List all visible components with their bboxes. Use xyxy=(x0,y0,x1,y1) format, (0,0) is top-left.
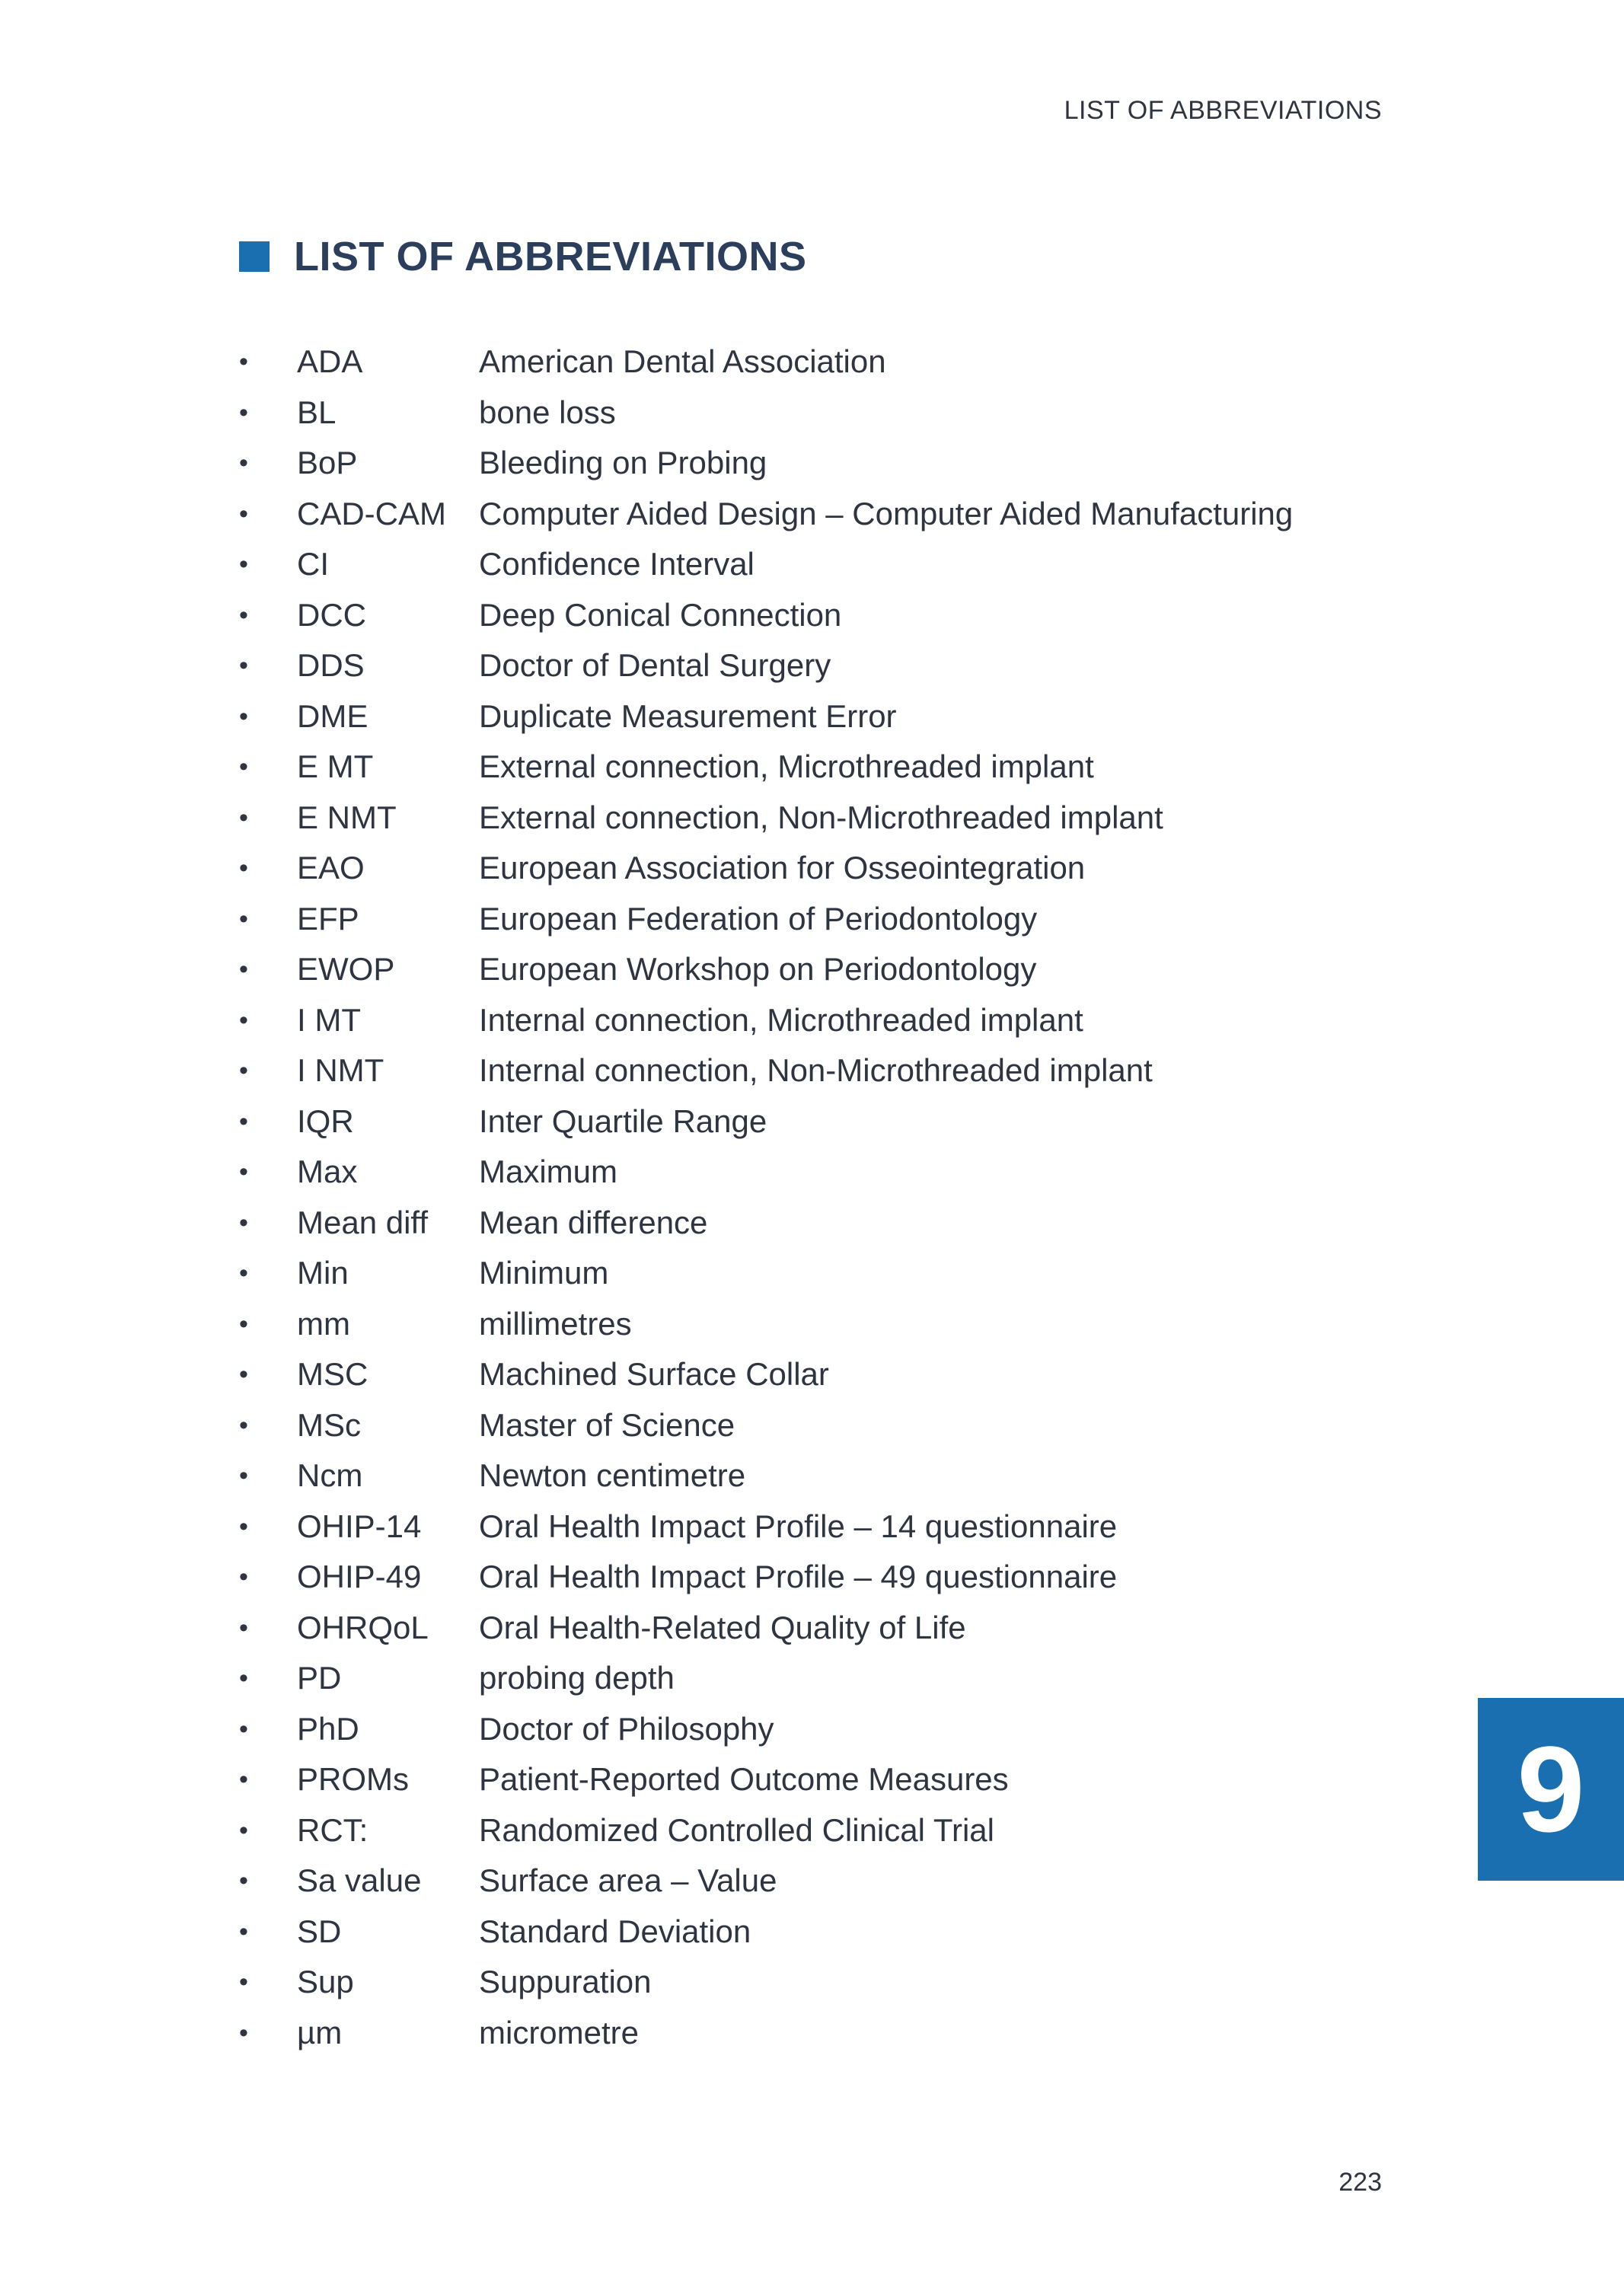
list-item xyxy=(239,1400,1293,1451)
abbreviation-definition: Oral Health Impact Profile – 49 questionnaire xyxy=(479,1559,1118,1595)
bullet-icon: • xyxy=(239,347,248,377)
heading-square-marker xyxy=(239,241,270,272)
list-item xyxy=(239,1450,1293,1502)
abbreviation-definition: Doctor of Dental Surgery xyxy=(479,647,831,684)
list-item xyxy=(239,1502,1293,1553)
abbreviation-term: EFP xyxy=(297,900,359,937)
abbreviation-term: MSC xyxy=(297,1356,369,1393)
abbreviation-term: mm xyxy=(297,1305,350,1342)
abbreviation-definition: European Federation of Periodontology xyxy=(479,900,1038,937)
abbreviation-definition: Patient-Reported Outcome Measures xyxy=(479,1761,1009,1798)
abbreviation-term: Ncm xyxy=(297,1457,363,1494)
abbreviation-term: Max xyxy=(297,1154,358,1190)
bullet-icon: • xyxy=(239,448,248,478)
list-item xyxy=(239,1198,1293,1249)
abbreviation-term: DDS xyxy=(297,647,365,684)
bullet-icon: • xyxy=(239,651,248,681)
bullet-icon: • xyxy=(239,1208,248,1237)
abbreviation-definition: micrometre xyxy=(479,2014,640,2050)
abbreviation-definition: Oral Health-Related Quality of Life xyxy=(479,1609,966,1645)
list-item xyxy=(239,1147,1293,1198)
abbreviation-definition: Minimum xyxy=(479,1255,609,1291)
abbreviation-term: OHIP-49 xyxy=(297,1559,422,1595)
abbreviation-term: I NMT xyxy=(297,1052,384,1089)
section-heading xyxy=(239,233,807,280)
page-number: 223 xyxy=(1338,2168,1382,2197)
abbreviation-term: Mean diff xyxy=(297,1204,428,1240)
abbreviation-definition: Computer Aided Design – Computer Aided Manufacturing xyxy=(479,495,1294,531)
list-item xyxy=(239,1754,1293,1805)
bullet-icon: • xyxy=(239,1360,248,1390)
chapter-tab xyxy=(1478,1698,1624,1881)
list-item xyxy=(239,590,1293,641)
list-item xyxy=(239,1704,1293,1755)
abbreviation-definition: External connection, Non-Microthreaded implant xyxy=(479,799,1163,835)
list-item xyxy=(239,1248,1293,1299)
abbreviation-term: PROMs xyxy=(297,1761,409,1798)
abbreviation-definition: Internal connection, Non-Microthreaded implant xyxy=(479,1052,1153,1089)
bullet-icon: • xyxy=(239,1461,248,1491)
abbreviation-definition: Internal connection, Microthreaded implant xyxy=(479,1001,1083,1038)
bullet-icon: • xyxy=(239,1815,248,1845)
list-item xyxy=(239,1552,1293,1603)
list-item xyxy=(239,691,1293,742)
bullet-icon: • xyxy=(239,752,248,782)
abbreviation-term: OHIP-14 xyxy=(297,1508,422,1544)
list-item xyxy=(239,438,1293,489)
list-item xyxy=(239,489,1293,540)
bullet-icon: • xyxy=(239,1967,248,1997)
abbreviation-definition: Randomized Controlled Clinical Trial xyxy=(479,1811,994,1848)
abbreviation-term: IQR xyxy=(297,1103,354,1139)
bullet-icon: • xyxy=(239,1562,248,1592)
bullet-icon: • xyxy=(239,1259,248,1288)
abbreviation-term: CAD-CAM xyxy=(297,495,446,531)
list-item xyxy=(239,1957,1293,2008)
bullet-icon: • xyxy=(239,499,248,528)
bullet-icon: • xyxy=(239,600,248,630)
bullet-icon: • xyxy=(239,1309,248,1339)
chapter-number: 9 xyxy=(1517,1721,1585,1857)
bullet-icon: • xyxy=(239,701,248,731)
list-item xyxy=(239,1045,1293,1096)
list-item xyxy=(239,944,1293,995)
abbreviation-term: MSc xyxy=(297,1406,361,1443)
bullet-icon: • xyxy=(239,397,248,427)
abbreviation-term: BL xyxy=(297,394,337,430)
bullet-icon: • xyxy=(239,1613,248,1642)
bullet-icon: • xyxy=(239,2018,248,2047)
bullet-icon: • xyxy=(239,1765,248,1795)
abbreviation-term: EWOP xyxy=(297,951,395,988)
abbreviation-definition: bone loss xyxy=(479,394,616,430)
abbreviation-definition: millimetres xyxy=(479,1305,632,1342)
abbreviation-term: PhD xyxy=(297,1710,359,1747)
bullet-icon: • xyxy=(239,1157,248,1187)
list-item xyxy=(239,793,1293,844)
abbreviation-definition: Inter Quartile Range xyxy=(479,1103,767,1139)
abbreviation-term: CI xyxy=(297,546,329,582)
abbreviation-definition: Newton centimetre xyxy=(479,1457,746,1494)
bullet-icon: • xyxy=(239,955,248,985)
abbreviation-term: Sup xyxy=(297,1964,354,2000)
list-item xyxy=(239,388,1293,439)
list-item xyxy=(239,1907,1293,1958)
abbreviation-term: EAO xyxy=(297,850,365,886)
bullet-icon: • xyxy=(239,803,248,832)
abbreviation-definition: Standard Deviation xyxy=(479,1913,751,1949)
abbreviation-definition: Bleeding on Probing xyxy=(479,445,767,481)
abbreviation-definition: Maximum xyxy=(479,1154,618,1190)
list-item xyxy=(239,1096,1293,1147)
abbreviation-definition: American Dental Association xyxy=(479,343,886,380)
abbreviation-definition: External connection, Microthreaded implant xyxy=(479,748,1094,785)
abbreviation-term: Sa value xyxy=(297,1862,422,1899)
list-item xyxy=(239,1349,1293,1400)
list-item xyxy=(239,640,1293,691)
list-item xyxy=(239,1653,1293,1704)
abbreviation-definition: Oral Health Impact Profile – 14 questionnaire xyxy=(479,1508,1118,1544)
bullet-icon: • xyxy=(239,1664,248,1693)
abbreviation-definition: Machined Surface Collar xyxy=(479,1356,829,1393)
abbreviation-definition: Master of Science xyxy=(479,1406,735,1443)
page-title: LIST OF ABBREVIATIONS xyxy=(294,234,807,279)
abbreviation-definition: Surface area – Value xyxy=(479,1862,777,1899)
bullet-icon: • xyxy=(239,1511,248,1541)
abbreviation-term: E MT xyxy=(297,748,374,785)
list-item xyxy=(239,1299,1293,1350)
list-item xyxy=(239,337,1293,388)
abbreviation-term: DME xyxy=(297,697,369,734)
bullet-icon: • xyxy=(239,1866,248,1896)
bullet-icon: • xyxy=(239,1005,248,1035)
abbreviation-definition: Confidence Interval xyxy=(479,546,755,582)
bullet-icon: • xyxy=(239,1056,248,1086)
abbreviation-term: SD xyxy=(297,1913,342,1949)
list-item xyxy=(239,894,1293,945)
list-item xyxy=(239,2008,1293,2059)
abbreviation-definition: probing depth xyxy=(479,1660,675,1696)
list-item xyxy=(239,1603,1293,1654)
bullet-icon: • xyxy=(239,1916,248,1946)
abbreviation-definition: Mean difference xyxy=(479,1204,708,1240)
abbreviation-definition: Doctor of Philosophy xyxy=(479,1710,774,1747)
list-item xyxy=(239,742,1293,793)
abbreviation-list xyxy=(239,337,1293,2058)
abbreviation-term: ADA xyxy=(297,343,363,380)
abbreviation-definition: Duplicate Measurement Error xyxy=(479,697,897,734)
abbreviation-definition: Suppuration xyxy=(479,1964,652,2000)
abbreviation-term: E NMT xyxy=(297,799,397,835)
abbreviation-term: RCT: xyxy=(297,1811,369,1848)
abbreviation-term: OHRQoL xyxy=(297,1609,429,1645)
bullet-icon: • xyxy=(239,904,248,933)
abbreviation-definition: Deep Conical Connection xyxy=(479,596,842,633)
list-item xyxy=(239,843,1293,894)
abbreviation-definition: European Workshop on Periodontology xyxy=(479,951,1037,988)
bullet-icon: • xyxy=(239,854,248,883)
abbreviation-term: µm xyxy=(297,2014,343,2050)
bullet-icon: • xyxy=(239,550,248,579)
abbreviation-term: Min xyxy=(297,1255,349,1291)
abbreviation-term: I MT xyxy=(297,1001,361,1038)
bullet-icon: • xyxy=(239,1714,248,1744)
abbreviation-term: PD xyxy=(297,1660,342,1696)
list-item xyxy=(239,539,1293,590)
list-item xyxy=(239,1805,1293,1856)
bullet-icon: • xyxy=(239,1106,248,1136)
abbreviation-term: DCC xyxy=(297,596,366,633)
abbreviation-term: BoP xyxy=(297,445,358,481)
list-item xyxy=(239,995,1293,1046)
running-header: LIST OF ABBREVIATIONS xyxy=(1064,96,1382,125)
list-item xyxy=(239,1856,1293,1907)
bullet-icon: • xyxy=(239,1410,248,1440)
abbreviation-definition: European Association for Osseointegration xyxy=(479,850,1086,886)
